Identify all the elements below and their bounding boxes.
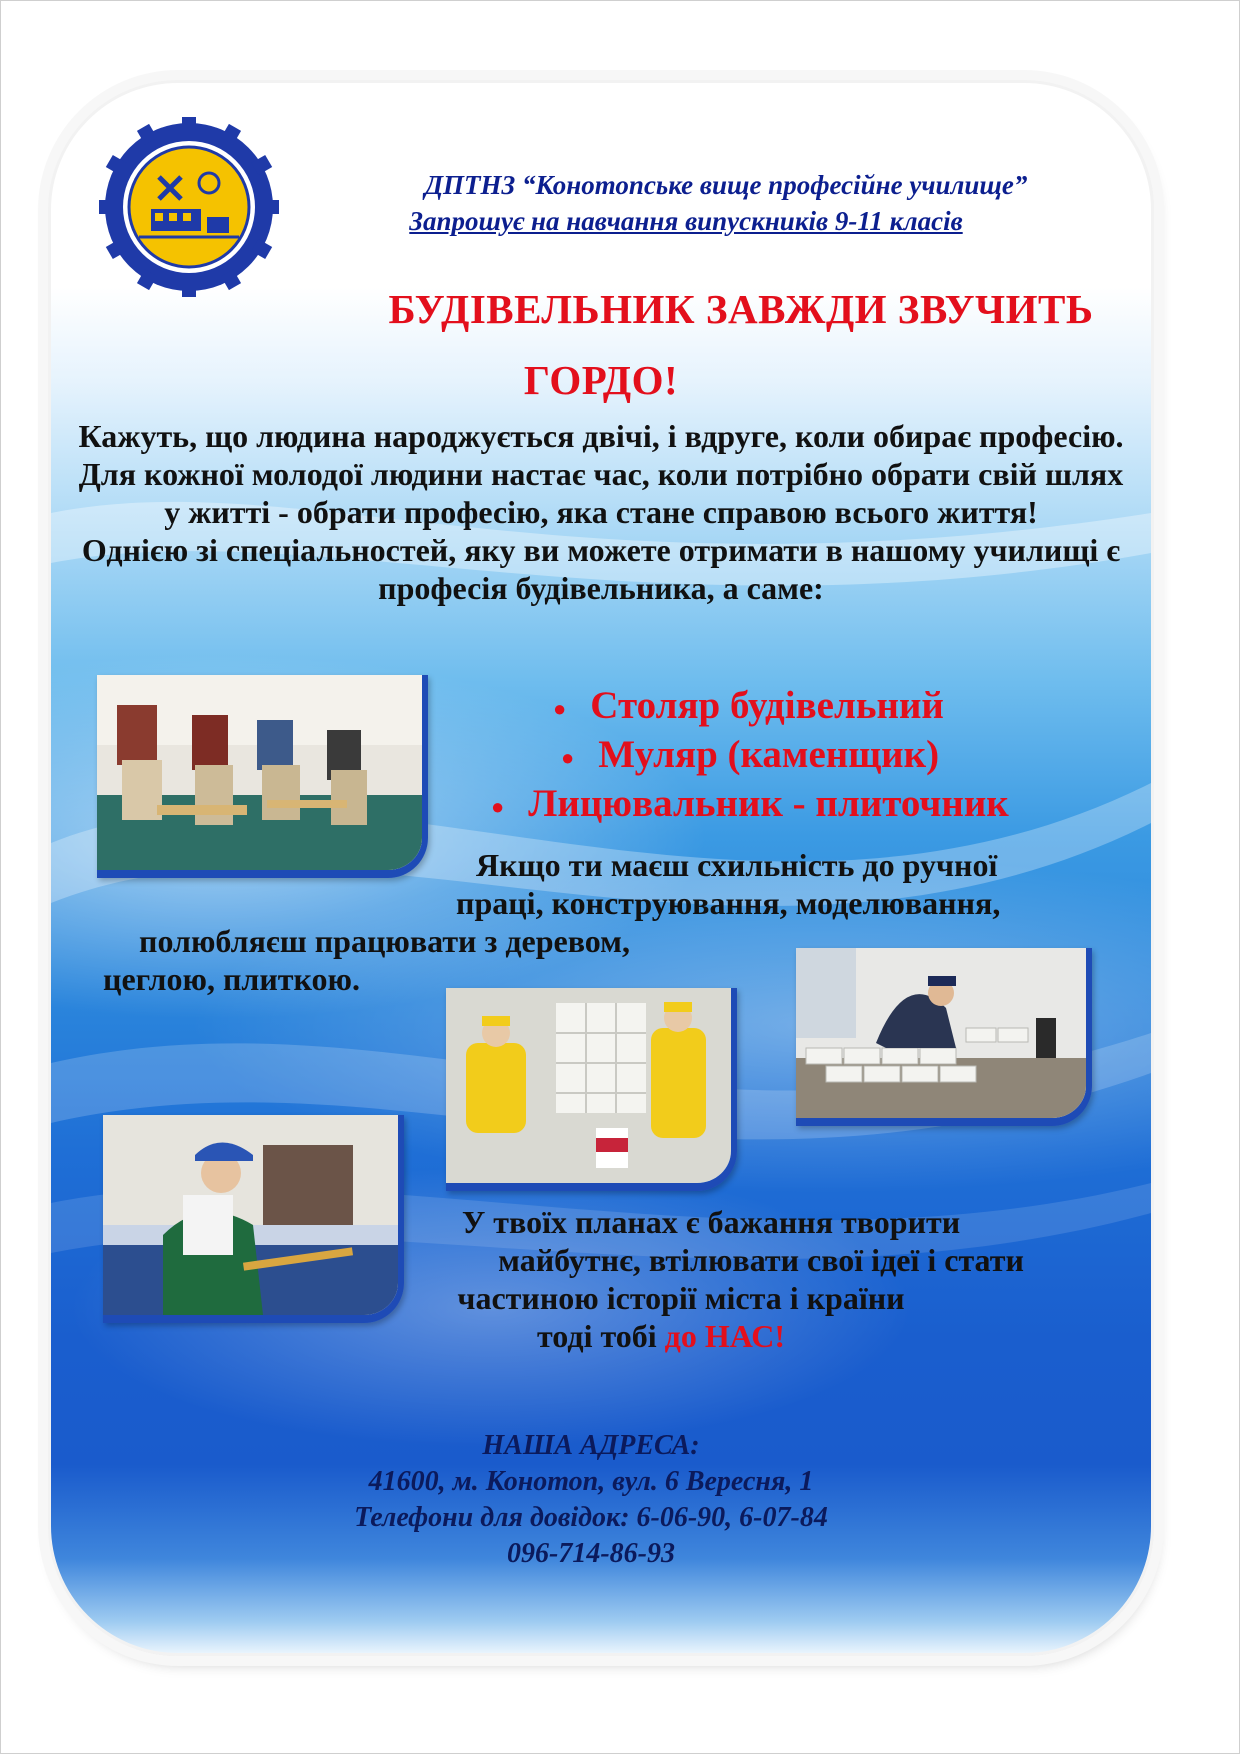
header-invitation: Запрошує на навчання випускників 9-11 класів <box>409 206 963 236</box>
profession-label: Лицювальник - плиточник <box>528 782 1009 826</box>
inclination-line-2: праці, конструювання, моделювання, <box>456 885 1001 921</box>
intro-paragraph-2: Однією зі спеціальностей, яку ви можете отримати в нашому училищі є професія будівельника, а саме: <box>81 532 1121 606</box>
plans-line-3: частиною історії міста і країни <box>457 1280 905 1316</box>
inclination-line-3: полюбляєш працювати з деревом, <box>139 923 630 959</box>
address-street: 41600, м. Конотоп, вул. 6 Вересня, 1 <box>368 1466 814 1497</box>
poster-card <box>48 80 1154 1656</box>
inclination-line-1: Якщо ти маєш схильність до ручної <box>476 847 998 883</box>
address-mobile: 096-714-86-93 <box>507 1538 675 1569</box>
photo-tiling-workers <box>446 988 737 1191</box>
plans-call-to-action: до НАС! <box>664 1318 785 1354</box>
address-phones: Телефони для довідок: 6-06-90, 6-07-84 <box>354 1502 828 1533</box>
address-block <box>251 1428 931 1572</box>
profession-label: Столяр будівельний <box>590 684 944 727</box>
bullet-icon: ● <box>491 794 505 820</box>
photo-bricklaying <box>796 948 1092 1126</box>
professions-list <box>461 683 1041 830</box>
profession-label: Муляр (каменщик) <box>598 733 940 777</box>
plans-line-2: майбутнє, втілювати свої ідеї і стати <box>498 1242 1024 1278</box>
plans-line-4-prefix: тоді тобі <box>537 1318 665 1354</box>
bullet-icon: ● <box>553 696 567 722</box>
intro-paragraph-1: Кажуть, що людина народжується двічі, і вдруге, коли обирає професію. Для кожної молодої людини настає час, коли потрібно обрати свій шлях у житті - обрати професію, яка стане справою всього життя! <box>78 418 1124 530</box>
profession-item <box>461 683 1041 732</box>
headline-line-1: БУДІВЕЛЬНИК ЗАВЖДИ ЗВУЧИТЬ <box>388 286 1094 332</box>
headline-line-2: ГОРДО! <box>523 357 679 403</box>
header-institution: ДПТНЗ “Конотопське вище професійне училище” <box>424 170 1028 200</box>
college-logo <box>99 117 279 297</box>
photo-tiler-apprentice <box>103 1115 404 1323</box>
address-heading: НАША АДРЕСА: <box>482 1430 700 1461</box>
bullet-icon: ● <box>561 745 575 771</box>
inclination-line-4: цеглою, плиткою. <box>103 961 360 997</box>
profession-item <box>461 781 1041 830</box>
profession-item <box>461 732 1041 781</box>
plans-line-1: У твоїх планах є бажання творити <box>461 1204 961 1240</box>
photo-carpentry-workshop <box>97 675 428 878</box>
plans-line-4 <box>381 1317 941 1355</box>
intro-text <box>71 417 1131 607</box>
